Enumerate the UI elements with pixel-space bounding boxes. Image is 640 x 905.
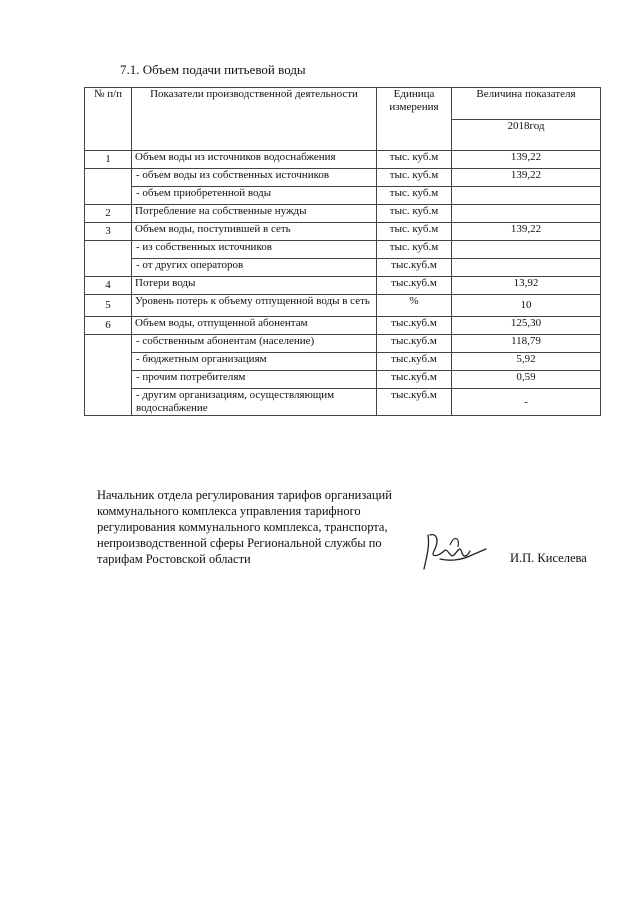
row-unit: тыс.куб.м	[377, 371, 452, 389]
header-num: № п/п	[85, 88, 132, 151]
row-number: 3	[85, 223, 132, 241]
water-supply-table	[84, 87, 601, 416]
row-unit: тыс.куб.м	[377, 353, 452, 371]
row-value: 10	[452, 295, 601, 317]
table-row	[85, 389, 601, 416]
row-value: 5,92	[452, 353, 601, 371]
row-value	[452, 241, 601, 259]
row-unit: %	[377, 295, 452, 317]
table-row	[85, 241, 601, 259]
row-unit: тыс. куб.м	[377, 223, 452, 241]
row-unit: тыс.куб.м	[377, 317, 452, 335]
row-value	[452, 205, 601, 223]
row-number	[85, 241, 132, 277]
row-value	[452, 187, 601, 205]
table-row	[85, 169, 601, 187]
row-indicator: Потребление на собственные нужды	[132, 205, 377, 223]
table-row	[85, 317, 601, 335]
row-indicator: - прочим потребителям	[132, 371, 377, 389]
row-indicator: - из собственных источников	[132, 241, 377, 259]
row-value: 139,22	[452, 223, 601, 241]
row-indicator: Объем воды, отпущенной абонентам	[132, 317, 377, 335]
row-indicator: Объем воды из источников водоснабжения	[132, 151, 377, 169]
handwritten-signature	[420, 525, 490, 575]
row-number: 5	[85, 295, 132, 317]
row-number	[85, 335, 132, 416]
table-row	[85, 223, 601, 241]
row-number: 6	[85, 317, 132, 335]
row-indicator: Объем воды, поступившей в сеть	[132, 223, 377, 241]
header-value: Величина показателя	[452, 88, 601, 120]
row-unit: тыс.куб.м	[377, 277, 452, 295]
row-indicator: - собственным абонентам (население)	[132, 335, 377, 353]
row-value: 13,92	[452, 277, 601, 295]
row-indicator: - другим организациям, осуществляющим водоснабжение	[132, 389, 377, 416]
row-indicator: - бюджетным организациям	[132, 353, 377, 371]
table-row	[85, 277, 601, 295]
row-indicator: Потери воды	[132, 277, 377, 295]
row-value: 139,22	[452, 151, 601, 169]
row-unit: тыс.куб.м	[377, 335, 452, 353]
row-indicator: - от других операторов	[132, 259, 377, 277]
header-year: 2018год	[452, 120, 601, 151]
row-unit: тыс. куб.м	[377, 151, 452, 169]
table-header-row	[85, 88, 601, 120]
signer-name: И.П. Киселева	[510, 551, 587, 565]
row-indicator: - объем воды из собственных источников	[132, 169, 377, 187]
row-number: 1	[85, 151, 132, 169]
row-value: -	[452, 389, 601, 416]
table-row	[85, 187, 601, 205]
row-unit: тыс.куб.м	[377, 389, 452, 416]
row-number: 4	[85, 277, 132, 295]
row-unit: тыс. куб.м	[377, 169, 452, 187]
row-value	[452, 259, 601, 277]
row-value: 139,22	[452, 169, 601, 187]
table-row	[85, 335, 601, 353]
row-indicator: - объем приобретенной воды	[132, 187, 377, 205]
row-unit: тыс. куб.м	[377, 205, 452, 223]
row-number	[85, 169, 132, 205]
row-value: 0,59	[452, 371, 601, 389]
row-unit: тыс. куб.м	[377, 187, 452, 205]
table-row	[85, 259, 601, 277]
table-row	[85, 295, 601, 317]
row-unit: тыс.куб.м	[377, 259, 452, 277]
table-row	[85, 205, 601, 223]
table-row	[85, 371, 601, 389]
table-row	[85, 353, 601, 371]
row-number: 2	[85, 205, 132, 223]
row-value: 125,30	[452, 317, 601, 335]
section-title: 7.1. Объем подачи питьевой воды	[120, 62, 306, 77]
row-value: 118,79	[452, 335, 601, 353]
header-indicator: Показатели производственной деятельности	[132, 88, 377, 151]
row-unit: тыс. куб.м	[377, 241, 452, 259]
table-row	[85, 151, 601, 169]
row-indicator: Уровень потерь к объему отпущенной воды в сеть	[132, 295, 377, 317]
header-unit: Единица измерения	[377, 88, 452, 151]
signature-block-text: Начальник отдела регулирования тарифов организаций коммунального комплекса управления тарифного регулирования коммунального комплекса, транспорта, непроизводственной сферы Региональной службы по тарифам Ростовской области	[97, 488, 392, 566]
